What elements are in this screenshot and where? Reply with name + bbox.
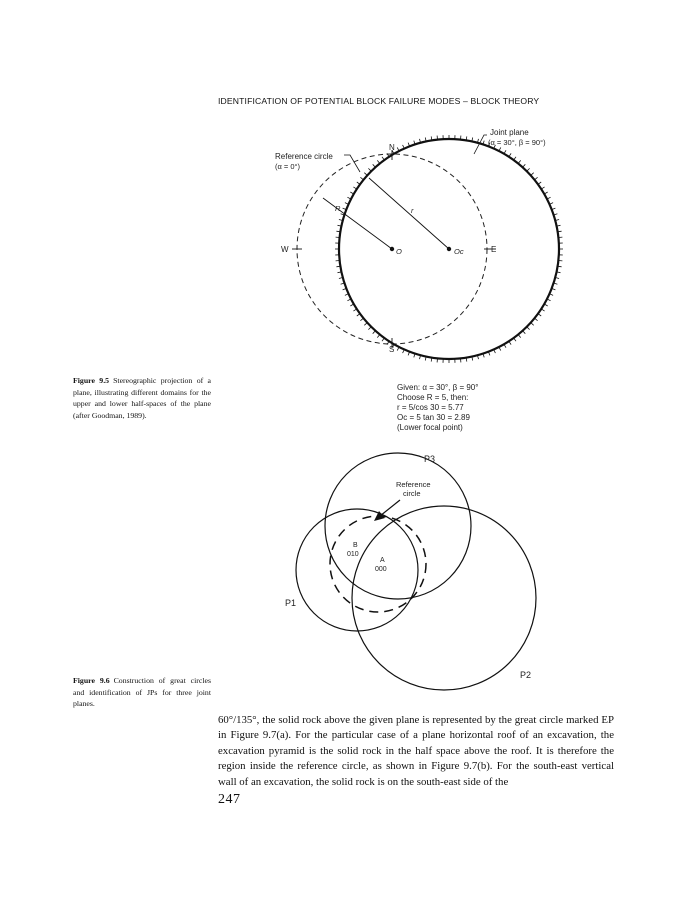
west-label: W bbox=[281, 245, 289, 254]
reference-circle-dashed bbox=[330, 516, 426, 612]
reference-circle-params: (α = 0°) bbox=[275, 162, 301, 171]
hatch-tick bbox=[377, 335, 380, 338]
radius-small-r-label: r bbox=[411, 206, 414, 215]
great-circle-p1 bbox=[296, 509, 418, 631]
jp-a-label: A bbox=[380, 557, 385, 564]
joint-plane-params: (α = 30°, β = 90°) bbox=[488, 138, 546, 147]
figure-9-6-diagram bbox=[285, 453, 536, 690]
radius-r-label: R bbox=[335, 204, 341, 213]
p3-label: P3 bbox=[424, 454, 436, 464]
hatch-tick bbox=[531, 173, 534, 176]
hatch-tick bbox=[523, 331, 526, 334]
hatch-tick bbox=[377, 160, 380, 163]
hatch-tick bbox=[373, 164, 376, 167]
body-paragraph-text: 60°/135°, the solid rock above the given plane is represented by the great circle marked EP in Figure 9.7(a). For the particular case of a plane horizontal roof of an excavation, the excavation pyramid is the solid rock in the half space above the roof. It is therefore the region inside the reference circle, as shown in Figure 9.7(b). For the south-east vertical wall of an excavation, the solid rock is on the south-east side of the bbox=[218, 714, 614, 788]
reference-circle-label: Reference bbox=[396, 480, 431, 489]
hatch-tick bbox=[368, 327, 371, 330]
hatch-tick bbox=[364, 173, 367, 176]
given-line-3: r = 5/cos 30 = 5.77 bbox=[397, 403, 464, 412]
hatch-tick bbox=[518, 335, 521, 338]
center-o-label: O bbox=[396, 247, 402, 256]
body-paragraph bbox=[218, 713, 614, 790]
given-line-5: (Lower focal point) bbox=[397, 423, 463, 432]
hatch-tick bbox=[527, 168, 530, 171]
hatch-tick bbox=[368, 168, 371, 171]
hatch-tick bbox=[373, 331, 376, 334]
hatch-tick bbox=[535, 177, 538, 180]
figure-9-5-diagram bbox=[275, 128, 563, 432]
jp-b-code: 010 bbox=[347, 551, 359, 558]
north-label: N bbox=[389, 143, 395, 152]
great-circle-p2 bbox=[352, 506, 536, 690]
figure-9-6-caption-label: Figure 9.6 bbox=[73, 676, 110, 685]
figure-9-5-caption-text: Stereographic projection of a plane, illustrating different domains for the upper and lower half-spaces of the plane (after Goodman, 1989). bbox=[73, 376, 212, 420]
east-label: E bbox=[491, 245, 497, 254]
joint-plane-label: Joint plane bbox=[490, 128, 529, 137]
figure-9-6-caption bbox=[73, 675, 211, 710]
hatch-tick bbox=[523, 164, 526, 167]
p1-label: P1 bbox=[285, 598, 297, 608]
figure-9-5-caption bbox=[73, 375, 211, 421]
reference-arrow-line bbox=[380, 500, 400, 516]
page-number: 247 bbox=[218, 792, 241, 807]
figure-9-6-caption-text: Construction of great circles and identification of JPs for three joint planes. bbox=[73, 676, 211, 709]
hatch-tick bbox=[364, 323, 367, 326]
given-line-4: Oc = 5 tan 30 = 2.89 bbox=[397, 413, 470, 422]
center-o-dot bbox=[390, 247, 394, 251]
reference-circle-label: Reference circle bbox=[275, 152, 333, 161]
hatch-tick bbox=[518, 160, 521, 163]
given-line-2: Choose R = 5, then: bbox=[397, 393, 469, 402]
great-circle-p3 bbox=[325, 453, 471, 599]
radius-line-r-big bbox=[323, 198, 392, 249]
hatch-tick bbox=[527, 327, 530, 330]
hatch-tick bbox=[535, 318, 538, 321]
reference-circle-leader bbox=[344, 155, 360, 172]
reference-circle-label-2: circle bbox=[403, 489, 421, 498]
p2-label: P2 bbox=[520, 670, 532, 680]
radius-line-r-small bbox=[369, 178, 449, 249]
hatch-tick bbox=[360, 177, 363, 180]
south-label: S bbox=[389, 345, 395, 354]
running-header: IDENTIFICATION OF POTENTIAL BLOCK FAILURE MODES – BLOCK THEORY bbox=[218, 96, 540, 106]
center-oc-label: Oc bbox=[454, 247, 464, 256]
jp-a-code: 000 bbox=[375, 566, 387, 573]
given-line-1: Given: α = 30°, β = 90° bbox=[397, 383, 479, 392]
figure-9-5-caption-label: Figure 9.5 bbox=[73, 376, 110, 385]
hatch-tick bbox=[531, 323, 534, 326]
jp-b-label: B bbox=[353, 542, 358, 549]
hatch-tick bbox=[360, 318, 363, 321]
center-oc-dot bbox=[447, 247, 451, 251]
